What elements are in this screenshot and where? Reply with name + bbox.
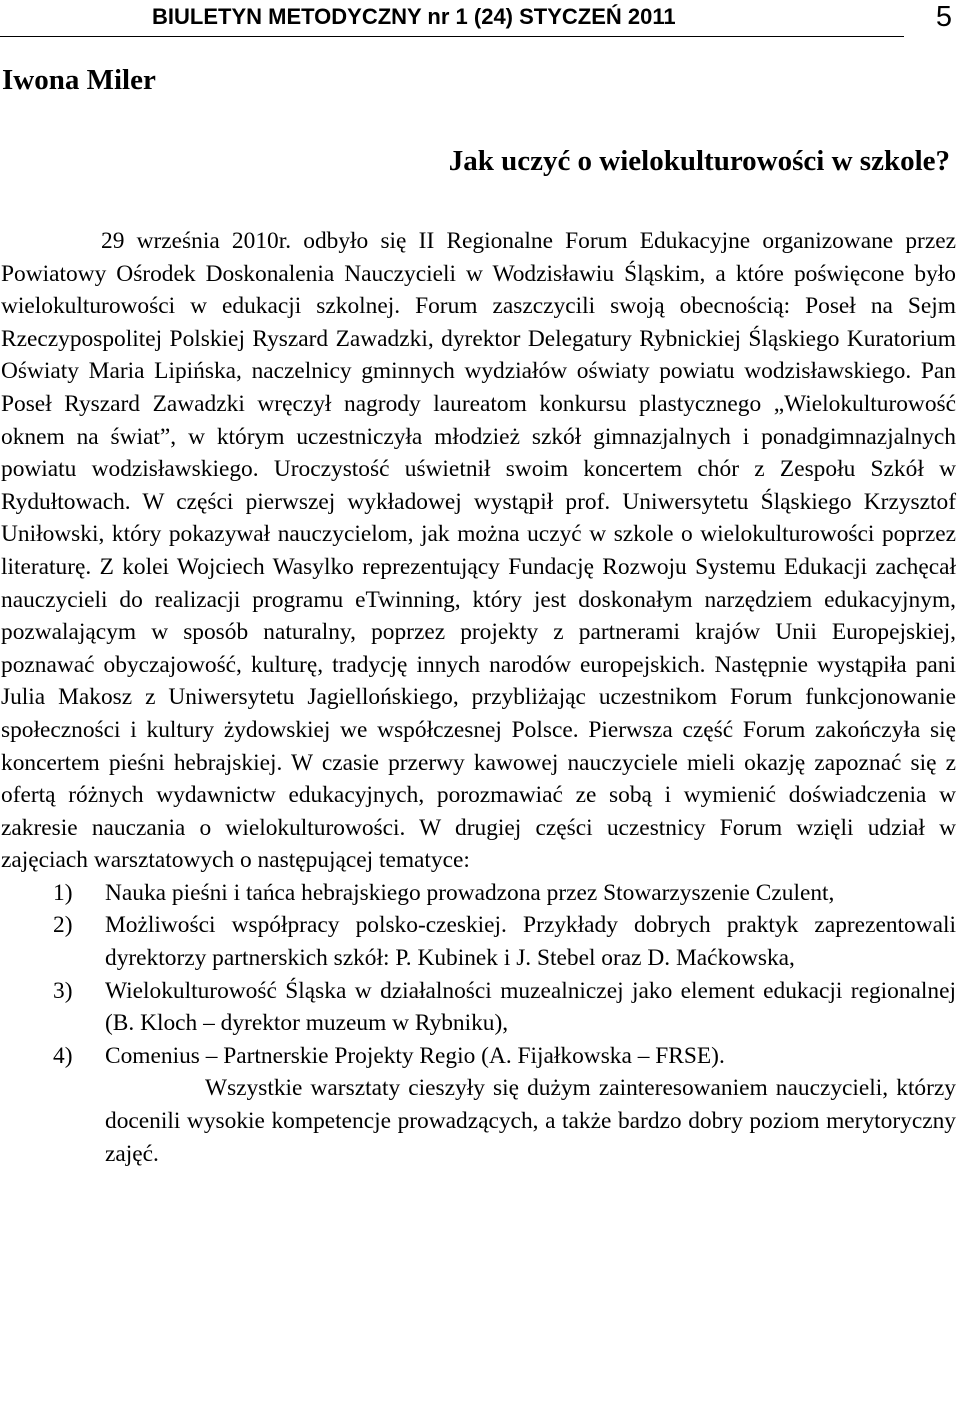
workshop-list [1, 877, 956, 1073]
list-item-number: 3) [53, 977, 73, 1004]
body-paragraph: 29 września 2010r. odbyło się II Regionalne Forum Edukacyjne organizowane przez Powiatowy Ośrodek Doskonalenia Nauczycieli w Wodzisławiu Śląskim, a które poświęcone było wielokulturowości w edukacji szkolnej. Forum zaszczycili swoją obecnością: Poseł na Sejm Rzeczypospolitej Polskiej Ryszard Zawadzki, dyrektor Delegatury Rybnickiej Śląskiego Kuratorium Oświaty Maria Lipińska, naczelnicy gminnych wydziałów oświaty powiatu wodzisławskiego. Pan Poseł Ryszard Zawadzki wręczył nagrody laureatom konkursu plastycznego „Wielokulturowość oknem na świat”, w którym uczestniczyła młodzież szkół gimnazjalnych i ponadgimnazjalnych powiatu wodzisławskiego. Uroczystość uświetnił swoim koncertem chór z Zespołu Szkół w Rydułtowach. W części pierwszej wykładowej wystąpił prof. Uniwersytetu Śląskiego Krzysztof Uniłowski, który pokazywał nauczycielom, jak można uczyć w szkole o wielokulturowości poprzez literaturę. Z kolei Wojciech Wasylko reprezentujący Fundację Rozwoju Systemu Edukacji zachęcał nauczycieli do realizacji programu eTwinning, który jest doskonałym narzędziem edukacyjnym, pozwalającym w sposób naturalny, poprzez projekty z partnerami krajów Unii Europejskiej, poznawać obyczajowość, kulturę, tradycję innych narodów europejskich. Następnie wystąpiła pani Julia Makosz z Uniwersytetu Jagiellońskiego, przybliżając uczestnikom Forum funkcjonowanie społeczności i kultury żydowskiej we współczesnej Polsce. Pierwsza część Forum zakończyła się koncertem pieśni hebrajskiej. W czasie przerwy kawowej nauczyciele mieli okazję zapoznać się z ofertą różnych wydawnictw edukacyjnych, porozmawiać ze sobą i wymienić doświadczenia w zakresie nauczania o wielokulturowości. W drugiej części uczestnicy Forum wzięli udział w zajęciach warsztatowych o następującej tematyce: [1, 228, 956, 874]
header-rule [0, 36, 904, 37]
list-item-number: 2) [53, 912, 73, 939]
list-item-text: Nauka pieśni i tańca hebrajskiego prowadzona przez Stowarzyszenie Czulent, [105, 879, 835, 906]
page-number: 5 [935, 1, 952, 33]
article-title: Jak uczyć o wielokulturowości w szkole? [448, 145, 950, 177]
article-body [1, 225, 956, 1170]
list-item [1, 1040, 956, 1073]
list-item-text: Comenius – Partnerskie Projekty Regio (A. Fijałkowska – FRSE). [105, 1042, 725, 1069]
list-item [1, 877, 956, 910]
closing-paragraph: Wszystkie warsztaty cieszyły się dużym zainteresowaniem nauczycieli, którzy docenili wysokie kompetencje prowadzących, a także bardzo dobry poziom merytoryczny zajęć. [105, 1075, 956, 1167]
list-item-number: 4) [53, 1042, 73, 1069]
author-name: Iwona Miler [2, 64, 156, 96]
list-item [1, 975, 956, 1040]
list-item [1, 909, 956, 974]
list-item-number: 1) [53, 879, 73, 906]
list-item-text: Możliwości współpracy polsko-czeskiej. Przykłady dobrych praktyk zaprezentowali dyrektorzy partnerskich szkół: P. Kubinek i J. Stebel oraz D. Maćkowska, [105, 912, 956, 972]
running-header: BIULETYN METODYCZNY nr 1 (24) STYCZEŃ 2011 [152, 4, 676, 29]
list-item-text: Wielokulturowość Śląska w działalności muzealniczej jako element edukacji regionalnej (B. Kloch – dyrektor muzeum w Rybniku), [105, 977, 956, 1037]
